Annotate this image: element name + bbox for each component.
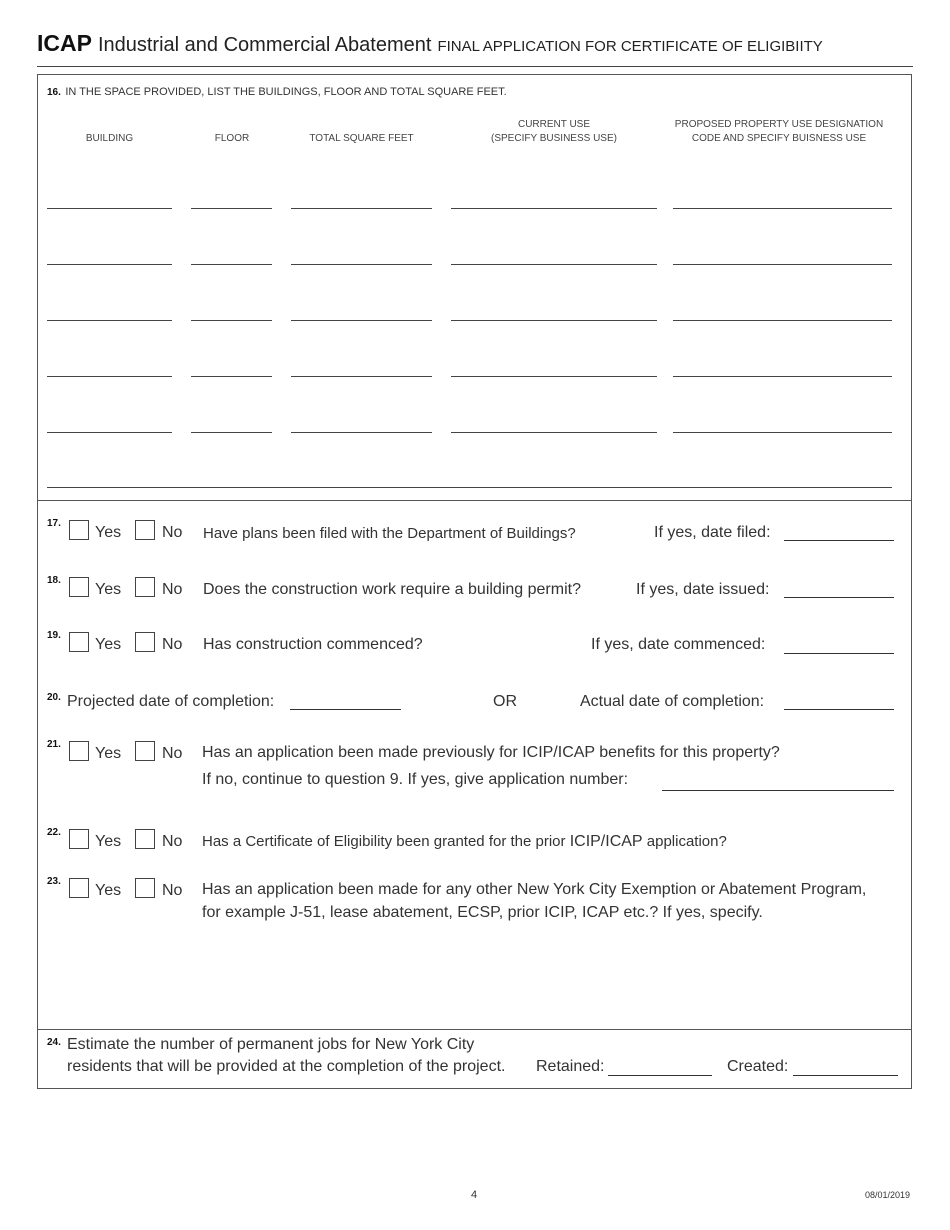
q19-no-label: No [162, 636, 183, 653]
q23-no-label: No [162, 882, 183, 899]
q23-yes-label: Yes [95, 882, 122, 899]
q24-retained-field[interactable] [608, 1075, 712, 1076]
col-current-use-line1: CURRENT USE [517, 119, 591, 130]
q18-no-label: No [162, 581, 183, 598]
q22-yes-checkbox[interactable] [69, 829, 89, 849]
q17-followup: If yes, date filed: [654, 524, 771, 541]
table-cell-field[interactable] [47, 208, 172, 209]
q23-specify-area[interactable] [200, 930, 900, 1020]
q24-number: 24. [47, 1037, 61, 1048]
col-proposed-use-line2: CODE AND SPECIFY BUISNESS USE [691, 133, 867, 144]
table-cell-field[interactable] [47, 376, 172, 377]
q17-number: 17. [47, 518, 61, 529]
q23-line2: for example J-51, lease abatement, ECSP, prior ICIP, ICAP etc.? If yes, specify. [202, 904, 763, 921]
table-cell-field[interactable] [191, 320, 272, 321]
q22-question-c: application? [642, 833, 727, 850]
table-cell-field[interactable] [673, 432, 892, 433]
q21-application-number-field[interactable] [662, 790, 894, 791]
table-cell-field[interactable] [47, 320, 172, 321]
table-cell-field[interactable] [451, 264, 657, 265]
q22-question-b: ICIP/ICAP [569, 833, 643, 850]
table-cell-field[interactable] [673, 320, 892, 321]
q17-yes-label: Yes [95, 524, 122, 541]
table-bottom-line [47, 487, 892, 488]
q23-no-checkbox[interactable] [135, 878, 155, 898]
q22-number: 22. [47, 827, 61, 838]
page-subtitle: FINAL APPLICATION FOR CERTIFICATE OF ELIGIBIITY [437, 38, 823, 55]
table-cell-field[interactable] [191, 432, 272, 433]
q21-no-label: No [162, 745, 183, 762]
q22-no-checkbox[interactable] [135, 829, 155, 849]
table-cell-field[interactable] [451, 376, 657, 377]
q19-no-checkbox[interactable] [135, 632, 155, 652]
q20-or: OR [493, 693, 517, 710]
q18-question: Does the construction work require a building permit? [203, 581, 581, 598]
q18-followup: If yes, date issued: [636, 581, 770, 598]
table-cell-field[interactable] [291, 320, 432, 321]
table-cell-field[interactable] [291, 432, 432, 433]
q20-number: 20. [47, 692, 61, 703]
q21-question: Has an application been made previously for ICIP/ICAP benefits for this property? [202, 744, 780, 761]
col-floor: FLOOR [214, 133, 250, 144]
q17-question: Have plans been filed with the Department of Buildings? [203, 525, 576, 542]
q17-yes-checkbox[interactable] [69, 520, 89, 540]
page-title: Industrial and Commercial Abatement [97, 34, 432, 56]
q21-followup: If no, continue to question 9. If yes, give application number: [202, 771, 629, 788]
q20-actual-label: Actual date of completion: [580, 693, 765, 710]
q22-yes-label: Yes [95, 833, 122, 850]
page-number: 4 [471, 1189, 478, 1201]
q22-question [202, 833, 727, 851]
table-cell-field[interactable] [673, 208, 892, 209]
col-current-use-line2: (SPECIFY BUSINESS USE) [491, 133, 617, 144]
table-cell-field[interactable] [291, 376, 432, 377]
revision-date: 08/01/2019 [865, 1190, 911, 1200]
q18-no-checkbox[interactable] [135, 577, 155, 597]
q18-yes-checkbox[interactable] [69, 577, 89, 597]
table-cell-field[interactable] [673, 376, 892, 377]
table-cell-field[interactable] [673, 264, 892, 265]
q24-line1: Estimate the number of permanent jobs for New York City [67, 1036, 475, 1053]
q23-number: 23. [47, 876, 61, 887]
q20-actual-date-field[interactable] [784, 709, 894, 710]
q19-followup: If yes, date commenced: [591, 636, 766, 653]
section-divider-24 [37, 1029, 912, 1030]
page-header [37, 30, 917, 57]
q18-yes-label: Yes [95, 581, 122, 598]
header-rule [37, 66, 913, 67]
table-cell-field[interactable] [291, 208, 432, 209]
q18-number: 18. [47, 575, 61, 586]
q17-no-checkbox[interactable] [135, 520, 155, 540]
q24-retained-label: Retained: [536, 1058, 605, 1075]
q19-question: Has construction commenced? [203, 636, 423, 653]
table-cell-field[interactable] [451, 320, 657, 321]
table-cell-field[interactable] [191, 376, 272, 377]
q17-no-label: No [162, 524, 183, 541]
q19-yes-label: Yes [95, 636, 122, 653]
q24-line2: residents that will be provided at the completion of the project. [67, 1058, 506, 1075]
q21-no-checkbox[interactable] [135, 741, 155, 761]
section16-number: 16. [47, 87, 61, 98]
col-building: BUILDING [85, 133, 134, 144]
q22-no-label: No [162, 833, 183, 850]
section16-instruction: IN THE SPACE PROVIDED, LIST THE BUILDINGS, FLOOR AND TOTAL SQUARE FEET. [65, 86, 507, 98]
q23-line1: Has an application been made for any other New York City Exemption or Abatement Program, [202, 881, 867, 898]
section-divider-16 [37, 500, 912, 501]
q22-question-a: Has a Certificate of Eligibility been granted for the prior [202, 833, 570, 850]
q18-date-field[interactable] [784, 597, 894, 598]
q21-number: 21. [47, 739, 61, 750]
table-cell-field[interactable] [47, 264, 172, 265]
table-cell-field[interactable] [191, 264, 272, 265]
q24-created-field[interactable] [793, 1075, 898, 1076]
col-total-sqft: TOTAL SQUARE FEET [309, 133, 414, 144]
table-cell-field[interactable] [47, 432, 172, 433]
q19-yes-checkbox[interactable] [69, 632, 89, 652]
q20-projected-label: Projected date of completion: [67, 693, 275, 710]
q19-number: 19. [47, 630, 61, 641]
q19-date-field[interactable] [784, 653, 894, 654]
col-current-use [451, 118, 657, 146]
q20-projected-date-field[interactable] [290, 709, 401, 710]
brand: ICAP [37, 30, 92, 56]
q17-date-field[interactable] [784, 540, 894, 541]
table-cell-field[interactable] [451, 208, 657, 209]
table-cell-field[interactable] [191, 208, 272, 209]
col-proposed-use [666, 118, 892, 146]
col-proposed-use-line1: PROPOSED PROPERTY USE DESIGNATION [674, 119, 884, 130]
q23-yes-checkbox[interactable] [69, 878, 89, 898]
q21-yes-checkbox[interactable] [69, 741, 89, 761]
table-cell-field[interactable] [451, 432, 657, 433]
q24-created-label: Created: [727, 1058, 789, 1075]
table-cell-field[interactable] [291, 264, 432, 265]
q21-yes-label: Yes [95, 745, 122, 762]
section16-heading [47, 82, 507, 100]
